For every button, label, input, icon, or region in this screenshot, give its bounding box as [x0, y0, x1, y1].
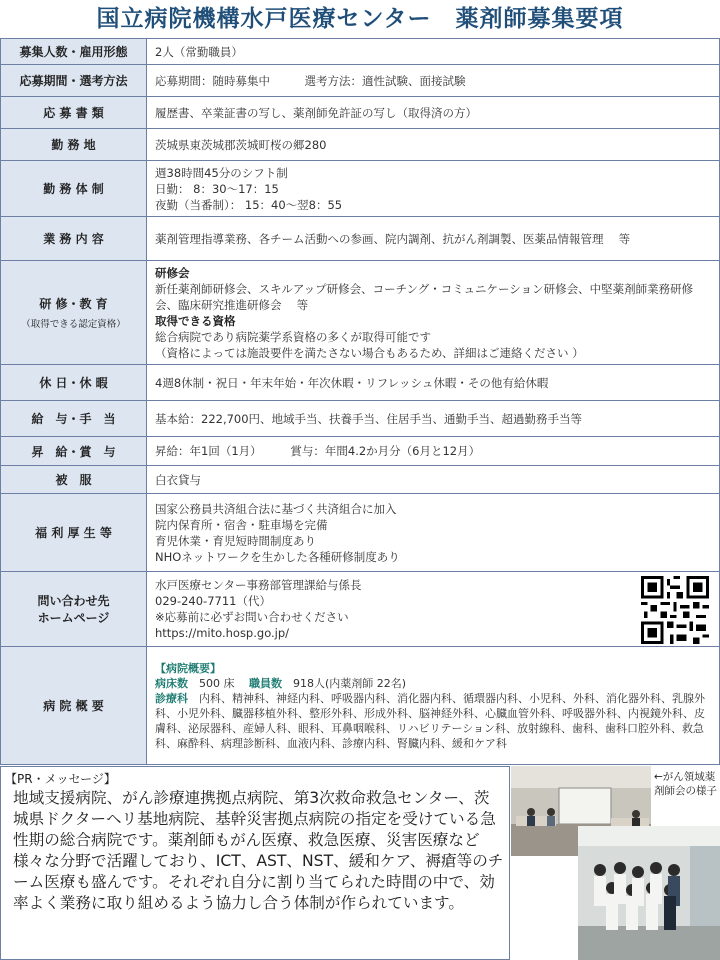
table-row [1, 494, 720, 572]
table-row [1, 647, 720, 765]
row-label-salary: 給 与・手 当 [1, 401, 147, 437]
shift-line: 夜勤（当番制）： 15：40～翌8：55 [155, 197, 343, 212]
contact-line: 水戸医療センター事務部管理課給与係長 [155, 578, 362, 592]
row-label-holiday: 休 日・休 暇 [1, 365, 147, 401]
row-label-location: 勤 務 地 [1, 129, 147, 161]
qr-code-icon [641, 576, 709, 644]
row-label-welfare: 福 利 厚 生 等 [1, 494, 147, 572]
welfare-line: 院内保育所・宿舎・駐車場を完備 [155, 517, 328, 532]
table-row [1, 161, 720, 217]
table-row [1, 97, 720, 129]
page-title: 国立病院機構水戸医療センター 薬剤師募集要項 [96, 6, 624, 32]
row-value-duties: 薬剤管理指導業務、各チーム活動への参画、院内調剤、抗がん剤調製、医薬品情報管理 等 [147, 217, 720, 261]
row-value-salary: 基本給：222,700円、地域手当、扶養手当、住居手当、通勤手当、超過勤務手当等 [147, 401, 720, 437]
table-row [1, 466, 720, 494]
row-label-uniform: 被 服 [1, 466, 147, 494]
departments-label: 診療科 [155, 691, 188, 705]
recruitment-table [0, 38, 720, 765]
row-label-training [1, 261, 147, 365]
qualification-text: 総合病院であり病院薬学系資格の多くが取得可能です [155, 329, 431, 344]
row-value-training [147, 261, 720, 365]
training-label: 研 修・教 育 [39, 297, 108, 311]
staff-value: 918人(内薬剤師 22名) [282, 676, 407, 690]
row-label-contact [1, 572, 147, 647]
row-value-contact [147, 572, 720, 647]
qualification-heading: 取得できる資格 [155, 313, 236, 328]
shift-line: 日勤： 8：30～17：15 [155, 181, 279, 196]
row-label-raise: 昇 給・賞 与 [1, 437, 147, 466]
pr-heading: 【PR・メッセージ】 [5, 772, 116, 786]
row-label-duties: 業 務 内 容 [1, 217, 147, 261]
pr-body: 地域支援病院、がん診療連携拠点病院、第3次救命救急センター、茨城県ドクターヘリ基地病院、基幹災害拠点病院の指定を受けている急性期の総合病院です。薬剤師もがん医療、救急医療、災害医療など様々な分野で活躍しており、ICT、AST、NST、緩和ケア、褥瘡等のチーム医療も盛んです。それぞれ自分に割り当てられた時間の中で、効率よく業務に取り組めるよう協力し合う体制が作られています。 [13, 789, 504, 912]
row-label-overview: 病 院 概 要 [1, 647, 147, 765]
shift-line: 週38時間45分のシフト制 [155, 165, 288, 180]
table-row [1, 217, 720, 261]
table-row [1, 261, 720, 365]
welfare-line: 育児休業・育児短時間制度あり [155, 533, 316, 548]
qualification-note: （資格によっては施設要件を満たさない場合もあるため、詳細はご連絡ください ） [155, 345, 584, 360]
staff-group-photo [578, 826, 720, 960]
row-value-period: 応募期間：随時募集中 選考方法：適性試験、面接試験 [147, 65, 720, 97]
pr-message-box [0, 766, 510, 960]
staff-group-photo-image [578, 826, 720, 960]
table-row [1, 572, 720, 647]
beds-value: 500 床 [188, 676, 235, 690]
table-row [1, 39, 720, 65]
row-value-overview [147, 647, 720, 765]
table-row [1, 65, 720, 97]
table-row [1, 129, 720, 161]
staff-label: 職員数 [249, 676, 282, 690]
training-heading: 研修会 [155, 265, 190, 280]
table-row [1, 365, 720, 401]
row-label-period: 応募期間・選考方法 [1, 65, 147, 97]
table-row [1, 401, 720, 437]
row-label-docs: 応 募 書 類 [1, 97, 147, 129]
contact-note: ※応募前に必ずお問い合わせください [155, 610, 349, 624]
departments-list: 内科、精神科、神経内科、呼吸器内科、消化器内科、循環器内科、小児科、外科、消化器外科、乳腺外科、小児外科、臓器移植外科、整形外科、形成外科、脳神経外科、心臓血管外科、呼吸器外科、内視鏡外科、皮膚科、泌尿器科、産婦人科、眼科、耳鼻咽喉科、リハビリテーション科、放射線科、歯科、歯科口腔外科、救急科、麻酔科、病理診断科、血液内科、診療内科、腎臓内科、緩和ケア科 [155, 691, 705, 750]
training-sublabel: （取得できる認定資格） [21, 319, 126, 330]
row-value-recruit: 2人（常勤職員） [147, 39, 720, 65]
homepage-link[interactable]: https://mito.hosp.go.jp/ [155, 626, 290, 640]
contact-label: 問い合わせ先 [37, 594, 110, 608]
welfare-line: 国家公務員共済組合法に基づく共済組合に加入 [155, 501, 397, 516]
row-value-location: 茨城県東茨城郡茨城町桜の郷280 [147, 129, 720, 161]
beds-label: 病床数 [155, 676, 188, 690]
photo-caption: ←がん領域薬剤師会の様子 [654, 771, 717, 797]
row-value-welfare [147, 494, 720, 572]
row-value-docs: 履歴書、卒業証書の写し、薬剤師免許証の写し（取得済の方） [147, 97, 720, 129]
row-label-recruit: 募集人数・雇用形態 [1, 39, 147, 65]
row-value-uniform: 白衣貸与 [147, 466, 720, 494]
row-value-raise: 昇給：年1回（1月） 賞与：年間4.2か月分（6月と12月） [147, 437, 720, 466]
overview-heading: 【病院概要】 [155, 661, 221, 675]
table-row [1, 437, 720, 466]
contact-phone: 029-240-7711（代） [155, 594, 271, 608]
welfare-line: NHOネットワークを生かした各種研修制度あり [155, 549, 400, 564]
training-text: 新任薬剤師研修会、スキルアップ研修会、コーチング・コミュニケーション研修会、中堅薬剤師業務研修会、臨床研究推進研修会 等 [155, 281, 694, 312]
row-label-shift: 勤 務 体 制 [1, 161, 147, 217]
row-value-shift [147, 161, 720, 217]
homepage-label: ホームページ [37, 611, 110, 625]
row-value-holiday: 4週8休制・祝日・年末年始・年次休暇・リフレッシュ休暇・その他有給休暇 [147, 365, 720, 401]
